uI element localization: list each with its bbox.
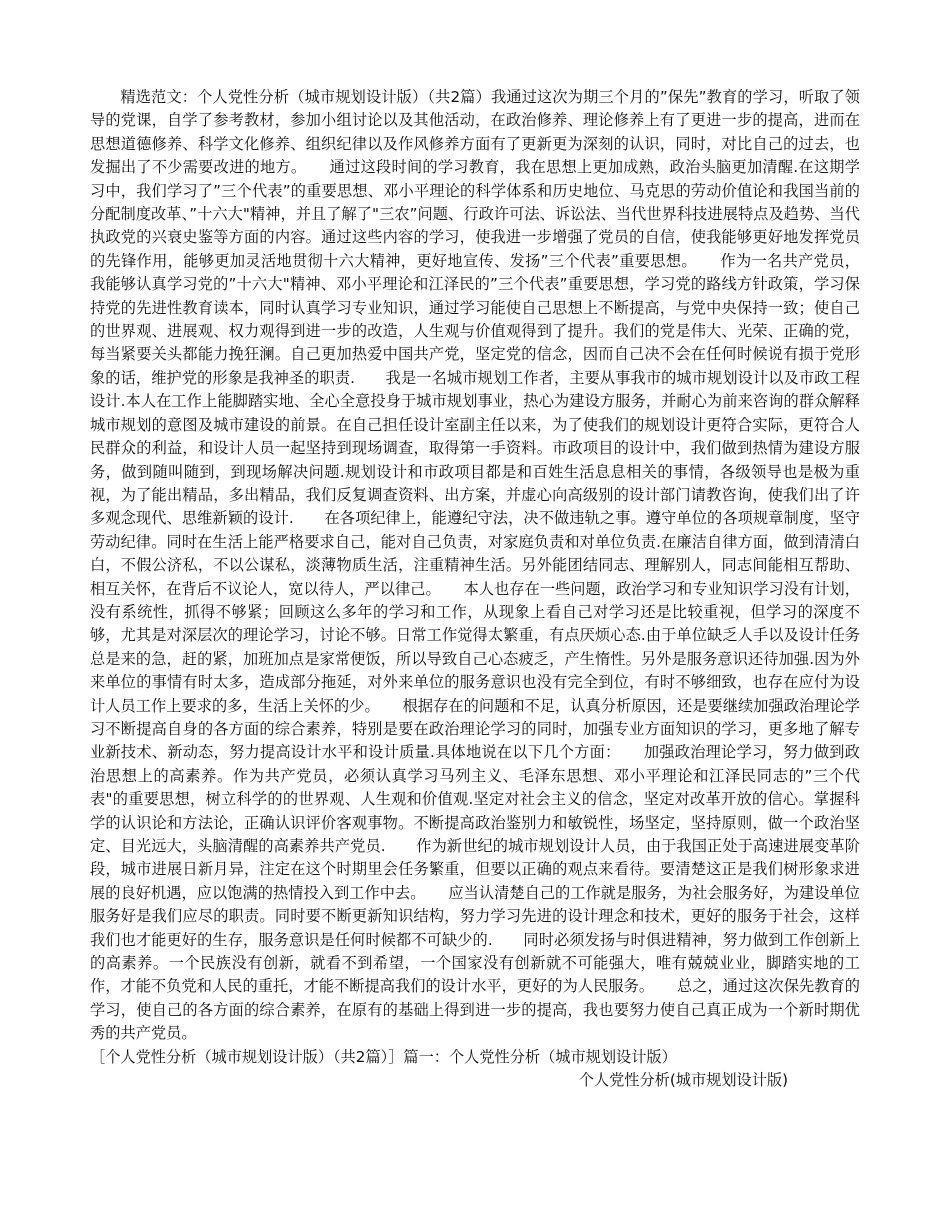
article-body: 精选范文：个人党性分析（城市规划设计版）（共2篇）我通过这次为期三个月的”保先”教育的学习，听取了领导的党课，自学了参考教材，参加小组讨论以及其他活动，在政治修养、理论修养上有了更进一步的提高，进而在思想道德修养、科学文化修养、组织纪律以及作风修养方面有了更新更为深刻的认识，同时，对比自己的过去，也发掘出了不少需要改进的地方。 通过这段时间的学习教育，我在思想上更加成熟，政治头脑更加清醒.在这期学习中，我们学习了”三个代表”的重要思想、邓小平理论的科学体系和历史地位、马克思的劳动价值论和我国当前的分配制度改革、”十六大"精神，并且了解了"三农”问题、行政许可法、诉讼法、当代世界科技进展特点及趋势、当代执政党的兴衰史鉴等方面的内容。通过这些内容的学习，使我进一步增强了党员的自信，使我能够更好地发挥党员的先锋作用，能够更加灵活地贯彻十六大精神，更好地宣传、发扬”三个代表”重要思想。 作为一名共产党员，我能够认真学习党的”十六大"精神、邓小平理论和江泽民的”三个代表”重要思想，学习党的路线方针政策，学习保持党的先进性教育读本，同时认真学习专业知识，通过学习能使自己思想上不断提高，与党中央保持一致；使自己的世界观、进展观、权力观得到进一步的改造，人生观与价值观得到了提升。我们的党是伟大、光荣、正确的党，每当紧要关头都能力挽狂澜。自己更加热爱中国共产党，坚定党的信念，因而自己决不会在任何时候说有损于党形象的话，维护党的形象是我神圣的职责. 我是一名城市规划工作者，主要从事我市的城市规划设计以及市政工程设计.本人在工作上能脚踏实地、全心全意投身于城市规划事业，热心为建设方服务，并耐心为前来咨询的群众解释城市规划的意图及城市建设的前景。在自己担任设计室副主任以来，为了使我们的规划设计更符合实际，更符合人民群众的利益，和设计人员一起坚持到现场调查，取得第一手资料。市政项目的设计中，我们做到热情为建设方服务，做到随叫随到，到现场解决问题.规划设计和市政项目都是和百姓生活息息相关的事情，各级领导也是极为重视，为了能出精品，多出精品，我们反复调查资料、出方案，并虚心向高级别的设计部门请教咨询，使我们出了许多观念现代、思维新颖的设计. 在各项纪律上，能遵纪守法，决不做违轨之事。遵守单位的各项规章制度，坚守劳动纪律。同时在生活上能严格要求自己，能对自己负责，对家庭负责和对单位负责.在廉洁自律方面，做到清清白白，不假公济私，不以公谋私，淡薄物质生活，注重精神生活。另外能团结同志、理解别人，同志间能相互帮助、相互关怀，在背后不议论人，宽以待人，严以律己。 本人也存在一些问题，政治学习和专业知识学习没有计划，没有系统性，抓得不够紧；回顾这么多年的学习和工作，从现象上看自己对学习还是比较重视，但学习的深度不够，尤其是对深层次的理论学习，讨论不够。日常工作觉得太繁重，有点厌烦心态.由于单位缺乏人手以及设计任务总是来的急，赶的紧，加班加点是家常便饭，所以导致自己心态疲乏，产生惰性。另外是服务意识还待加强.因为外来单位的事情有时太多，造成部分拖延，对外来单位的服务意识也没有完全到位，有时不够细致，也存在应付为设计人员工作上要求的多，生活上关怀的少。 根据存在的问题和不足，认真分析原因，还是要继续加强政治理论学习不断提高自身的各方面的综合素养，特别是要在政治理论学习的同时，加强专业方面知识的学习，更多地了解专业新技术、新动态，努力提高设计水平和设计质量.具体地说在以下几个方面： 加强政治理论学习，努力做到政治思想上的高素养。作为共产党员，必须认真学习马列主义、毛泽东思想、邓小平理论和江泽民同志的”三个代表"的重要思想，树立科学的的世界观、人生观和价值观.坚定对社会主义的信念，坚定对改革开放的信心。掌握科学的认识论和方法论，正确认识评价客观事物。不断提高政治鉴别力和敏锐性，场坚定，坚持原则，做一个政治坚定、目光远大，头脑清醒的高素养共产党员. 作为新世纪的城市规划设计人员，由于我国正处于高速进展变革阶段，城市进展日新月异，注定在这个时期里会任务繁重，但要以正确的观点来看待。要清楚这正是我们树形象求进展的良好机遇，应以饱满的热情投入到工作中去。 应当认清楚自己的工作就是服务，为社会服务好，为建设单位服务好是我们应尽的职责。同时要不断更新知识结构，努力学习先进的设计理念和技术，更好的服务于社会，这样我们也才能更好的生存，服务意识是任何时候都不可缺少的. 同时必须发扬与时俱进精神，努力做到工作创新上的高素养。一个民族没有创新，就看不到希望，一个国家没有创新就不可能强大，唯有兢兢业业，脚踏实地的工作，才能不负党和人民的重托，才能不断提高我们的设计水平，更好的为人民服务。 总之，通过这次保先教育的学习，使自己的各方面的综合素养，在原有的基础上得到进一步的提高，我也要努力使自己真正成为一个新时期优秀的共产党员。 <box>90 88 860 1043</box>
article-source-line: ［个人党性分析（城市规划设计版）（共2篇）］篇一：个人党性分析（城市规划设计版） <box>90 1047 677 1066</box>
document-page <box>90 86 860 1092</box>
article-subtitle: 个人党性分析(城市规划设计版) <box>578 1071 788 1090</box>
